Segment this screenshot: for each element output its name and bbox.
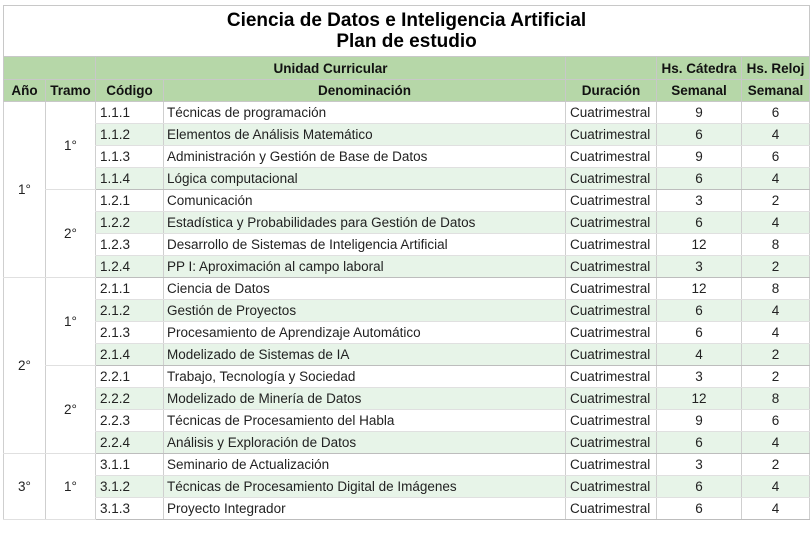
codigo-cell: 2.1.3 — [96, 322, 164, 344]
duracion-cell: Cuatrimestral — [566, 300, 657, 322]
table-row — [4, 300, 810, 322]
denominacion-cell: Modelizado de Sistemas de IA — [164, 344, 566, 366]
codigo-cell: 1.2.1 — [96, 190, 164, 212]
denominacion-cell: Técnicas de Procesamiento Digital de Imágenes — [164, 476, 566, 498]
denominacion-cell: Técnicas de programación — [164, 102, 566, 124]
hs-catedra-cell: 9 — [657, 102, 742, 124]
duracion-cell: Cuatrimestral — [566, 344, 657, 366]
tramo-cell: 1° — [46, 278, 96, 366]
denominacion-cell: Técnicas de Procesamiento del Habla — [164, 410, 566, 432]
codigo-cell: 2.1.1 — [96, 278, 164, 300]
header-ano: Año — [4, 80, 46, 102]
hs-reloj-cell: 4 — [742, 168, 810, 190]
hs-catedra-cell: 12 — [657, 234, 742, 256]
denominacion-cell: Procesamiento de Aprendizaje Automático — [164, 322, 566, 344]
duracion-cell: Cuatrimestral — [566, 366, 657, 388]
tramo-cell: 1° — [46, 454, 96, 520]
table-row — [4, 454, 810, 476]
table-row — [4, 124, 810, 146]
hs-reloj-cell: 2 — [742, 366, 810, 388]
plan-body — [4, 102, 810, 520]
curriculum-sheet — [3, 5, 811, 520]
header-codigo: Código — [96, 80, 164, 102]
denominacion-cell: Administración y Gestión de Base de Datos — [164, 146, 566, 168]
duracion-cell: Cuatrimestral — [566, 454, 657, 476]
table-row — [4, 410, 810, 432]
duracion-cell: Cuatrimestral — [566, 234, 657, 256]
study-plan-table — [3, 5, 810, 520]
title-line-1: Ciencia de Datos e Inteligencia Artificial — [226, 10, 587, 31]
hs-reloj-cell: 4 — [742, 300, 810, 322]
denominacion-cell: Desarrollo de Sistemas de Inteligencia Artificial — [164, 234, 566, 256]
denominacion-cell: Análisis y Exploración de Datos — [164, 432, 566, 454]
hs-reloj-cell: 2 — [742, 344, 810, 366]
codigo-cell: 1.1.1 — [96, 102, 164, 124]
hs-reloj-cell: 4 — [742, 212, 810, 234]
hs-catedra-cell: 6 — [657, 124, 742, 146]
hs-reloj-cell: 8 — [742, 388, 810, 410]
denominacion-cell: Elementos de Análisis Matemático — [164, 124, 566, 146]
table-row — [4, 234, 810, 256]
hs-catedra-cell: 9 — [657, 146, 742, 168]
codigo-cell: 1.2.2 — [96, 212, 164, 234]
denominacion-cell: Lógica computacional — [164, 168, 566, 190]
table-row — [4, 366, 810, 388]
codigo-cell: 1.2.3 — [96, 234, 164, 256]
hs-catedra-cell: 3 — [657, 454, 742, 476]
hs-catedra-cell: 3 — [657, 256, 742, 278]
hs-catedra-cell: 9 — [657, 410, 742, 432]
table-row — [4, 432, 810, 454]
tramo-cell: 1° — [46, 102, 96, 190]
hs-reloj-cell: 2 — [742, 454, 810, 476]
denominacion-cell: Proyecto Integrador — [164, 498, 566, 520]
hs-catedra-cell: 6 — [657, 498, 742, 520]
codigo-cell: 3.1.2 — [96, 476, 164, 498]
hs-catedra-cell: 6 — [657, 212, 742, 234]
header-duracion: Duración — [566, 80, 657, 102]
codigo-cell: 1.2.4 — [96, 256, 164, 278]
duracion-cell: Cuatrimestral — [566, 168, 657, 190]
table-row — [4, 498, 810, 520]
table-row — [4, 476, 810, 498]
codigo-cell: 1.1.4 — [96, 168, 164, 190]
table-row — [4, 344, 810, 366]
duracion-cell: Cuatrimestral — [566, 256, 657, 278]
year-cell: 1° — [4, 102, 46, 278]
codigo-cell: 3.1.1 — [96, 454, 164, 476]
denominacion-cell: Seminario de Actualización — [164, 454, 566, 476]
denominacion-cell: Modelizado de Minería de Datos — [164, 388, 566, 410]
duracion-cell: Cuatrimestral — [566, 146, 657, 168]
codigo-cell: 2.2.2 — [96, 388, 164, 410]
hs-catedra-cell: 12 — [657, 278, 742, 300]
denominacion-cell: Ciencia de Datos — [164, 278, 566, 300]
duracion-cell: Cuatrimestral — [566, 476, 657, 498]
codigo-cell: 2.1.2 — [96, 300, 164, 322]
table-row — [4, 322, 810, 344]
hs-reloj-cell: 8 — [742, 234, 810, 256]
denominacion-cell: Gestión de Proyectos — [164, 300, 566, 322]
hs-catedra-cell: 6 — [657, 322, 742, 344]
tramo-cell: 2° — [46, 366, 96, 454]
header-hs-reloj: Hs. Reloj — [742, 57, 810, 80]
hs-catedra-cell: 4 — [657, 344, 742, 366]
header-denominacion: Denominación — [164, 80, 566, 102]
duracion-cell: Cuatrimestral — [566, 278, 657, 300]
header-hs-catedra: Hs. Cátedra — [657, 57, 742, 80]
table-row — [4, 102, 810, 124]
hs-reloj-cell: 8 — [742, 278, 810, 300]
hs-catedra-cell: 6 — [657, 432, 742, 454]
year-cell: 2° — [4, 278, 46, 454]
hs-reloj-cell: 2 — [742, 256, 810, 278]
hs-reloj-cell: 6 — [742, 102, 810, 124]
denominacion-cell: Trabajo, Tecnología y Sociedad — [164, 366, 566, 388]
duracion-cell: Cuatrimestral — [566, 124, 657, 146]
codigo-cell: 1.1.2 — [96, 124, 164, 146]
hs-reloj-cell: 6 — [742, 146, 810, 168]
title-line-2: Plan de estudio — [336, 31, 477, 52]
denominacion-cell: Estadística y Probabilidades para Gestión de Datos — [164, 212, 566, 234]
year-cell: 3° — [4, 454, 46, 520]
codigo-cell: 1.1.3 — [96, 146, 164, 168]
hs-catedra-cell: 6 — [657, 168, 742, 190]
table-row — [4, 212, 810, 234]
table-title — [4, 6, 810, 57]
codigo-cell: 3.1.3 — [96, 498, 164, 520]
duracion-cell: Cuatrimestral — [566, 190, 657, 212]
table-row — [4, 190, 810, 212]
codigo-cell: 2.2.1 — [96, 366, 164, 388]
hs-reloj-cell: 4 — [742, 322, 810, 344]
table-row — [4, 256, 810, 278]
duracion-cell: Cuatrimestral — [566, 102, 657, 124]
codigo-cell: 2.1.4 — [96, 344, 164, 366]
header-duracion-top — [566, 57, 657, 80]
table-row — [4, 168, 810, 190]
denominacion-cell: Comunicación — [164, 190, 566, 212]
hs-reloj-cell: 6 — [742, 410, 810, 432]
duracion-cell: Cuatrimestral — [566, 498, 657, 520]
table-row — [4, 278, 810, 300]
hs-reloj-cell: 4 — [742, 432, 810, 454]
duracion-cell: Cuatrimestral — [566, 432, 657, 454]
table-row — [4, 146, 810, 168]
header-blank — [4, 57, 96, 80]
tramo-cell: 2° — [46, 190, 96, 278]
duracion-cell: Cuatrimestral — [566, 212, 657, 234]
header-tramo: Tramo — [46, 80, 96, 102]
header-unidad-curricular: Unidad Curricular — [96, 57, 566, 80]
hs-catedra-cell: 3 — [657, 366, 742, 388]
hs-catedra-cell: 6 — [657, 476, 742, 498]
duracion-cell: Cuatrimestral — [566, 322, 657, 344]
table-row — [4, 388, 810, 410]
codigo-cell: 2.2.3 — [96, 410, 164, 432]
hs-reloj-cell: 4 — [742, 476, 810, 498]
duracion-cell: Cuatrimestral — [566, 410, 657, 432]
hs-reloj-cell: 2 — [742, 190, 810, 212]
duracion-cell: Cuatrimestral — [566, 388, 657, 410]
header-semanal-catedra: Semanal — [657, 80, 742, 102]
hs-catedra-cell: 6 — [657, 300, 742, 322]
hs-reloj-cell: 4 — [742, 498, 810, 520]
hs-catedra-cell: 3 — [657, 190, 742, 212]
codigo-cell: 2.2.4 — [96, 432, 164, 454]
hs-reloj-cell: 4 — [742, 124, 810, 146]
hs-catedra-cell: 12 — [657, 388, 742, 410]
denominacion-cell: PP I: Aproximación al campo laboral — [164, 256, 566, 278]
header-semanal-reloj: Semanal — [742, 80, 810, 102]
